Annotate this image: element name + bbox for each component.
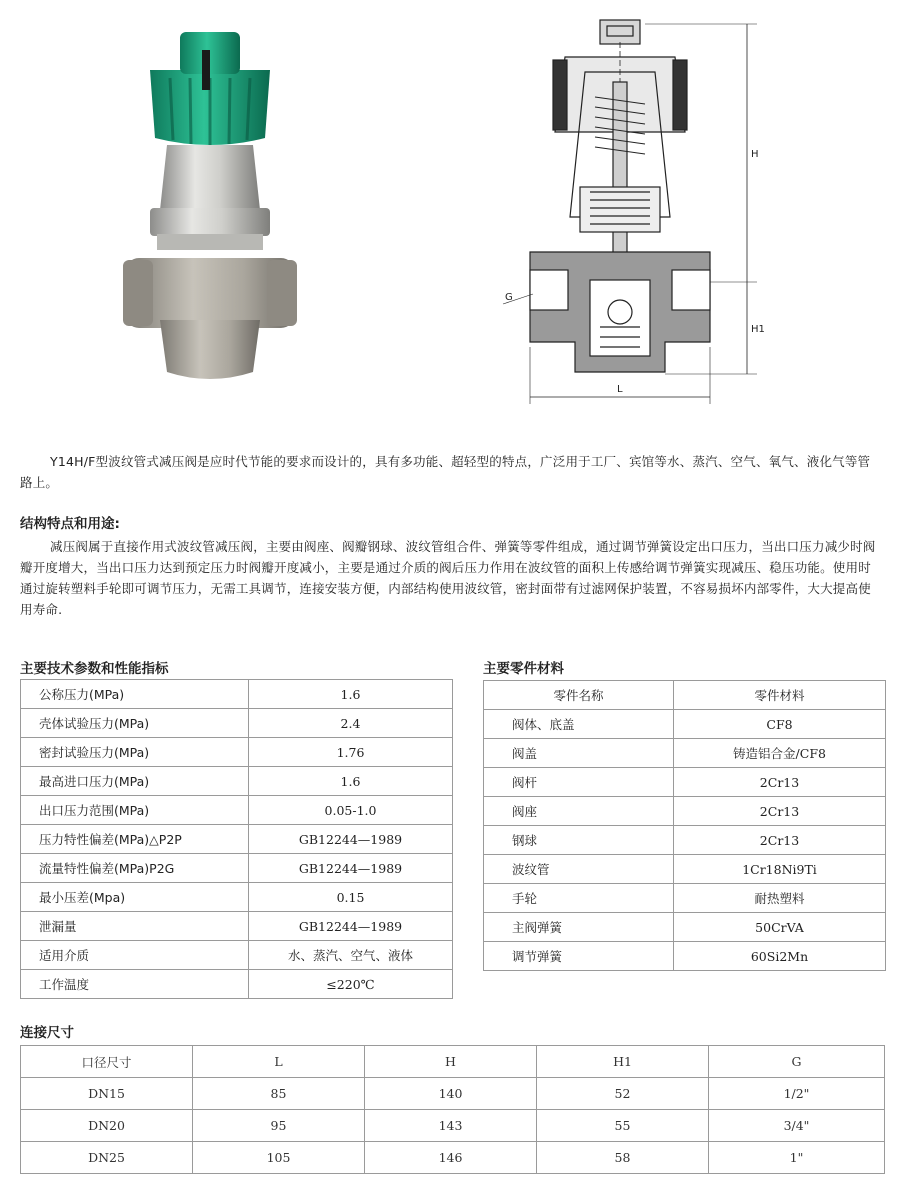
usage-title: 结构特点和用途: — [20, 516, 120, 532]
table-cell: 最高进口压力(MPa) — [21, 767, 249, 796]
params-row — [21, 796, 453, 825]
table-cell: 钢球 — [484, 826, 674, 855]
params-title: 主要技术参数和性能指标 — [20, 661, 169, 677]
table-cell: GB12244—1989 — [249, 825, 453, 854]
dims-header-row — [21, 1046, 885, 1078]
table-cell: 公称压力(MPa) — [21, 680, 249, 709]
dims-row — [21, 1142, 885, 1174]
materials-row — [484, 884, 886, 913]
params-row — [21, 825, 453, 854]
table-cell: CF8 — [674, 710, 886, 739]
params-row — [21, 970, 453, 999]
table-cell: 阀盖 — [484, 739, 674, 768]
dims-table — [20, 1045, 885, 1174]
dim-label-l: L — [617, 384, 623, 395]
table-cell: 55 — [537, 1110, 709, 1142]
table-cell: GB12244—1989 — [249, 854, 453, 883]
table-cell: 143 — [365, 1110, 537, 1142]
dim-label-h: H — [751, 149, 759, 160]
table-cell: 146 — [365, 1142, 537, 1174]
table-cell: 手轮 — [484, 884, 674, 913]
materials-header-part: 零件名称 — [484, 681, 674, 710]
table-cell: 波纹管 — [484, 855, 674, 884]
table-cell: 水、蒸汽、空气、液体 — [249, 941, 453, 970]
table-cell: ≤220℃ — [249, 970, 453, 999]
params-row — [21, 738, 453, 767]
materials-row — [484, 797, 886, 826]
materials-row — [484, 826, 886, 855]
table-cell: GB12244—1989 — [249, 912, 453, 941]
table-cell: 耐热塑料 — [674, 884, 886, 913]
dim-label-g: G — [505, 292, 513, 303]
materials-header-row — [484, 681, 886, 710]
usage-paragraph: 减压阀属于直接作用式波纹管减压阀，主要由阀座、阀瓣钢球、波纹管组合件、弹簧等零件组成，通过调节弹簧设定出口压力，当出口压力减少时阀瓣开度增大，当出口压力达到预定压力时阀瓣开度减小，主要是通过介质的阀后压力作用在波纹管的面积上传感给调节弹簧实现减压、稳压功能。使用时通过旋转塑料手轮即可调节压力，无需工具调节，连接安装方便，内部结构使用波纹管，密封面带有过滤网保护装置，不容易损坏内部零件，大大提高使用寿命. — [20, 539, 876, 617]
table-cell: 最小压差(Mpa) — [21, 883, 249, 912]
table-cell: 适用介质 — [21, 941, 249, 970]
table-cell: 52 — [537, 1078, 709, 1110]
intro-paragraph: Y14H/F型波纹管式减压阀是应时代节能的要求而设计的，具有多功能、超轻型的特点，广泛用于工厂、宾馆等水、蒸汽、空气、氧气、液化气等管路上。 — [20, 454, 871, 490]
table-cell: 阀座 — [484, 797, 674, 826]
table-cell: DN20 — [21, 1110, 193, 1142]
table-cell: 1.6 — [249, 767, 453, 796]
table-cell: 3/4" — [709, 1110, 885, 1142]
materials-header-material: 零件材料 — [674, 681, 886, 710]
materials-row — [484, 913, 886, 942]
dims-header-h1: H1 — [537, 1046, 709, 1078]
table-cell: 2Cr13 — [674, 797, 886, 826]
materials-row — [484, 768, 886, 797]
table-cell: DN25 — [21, 1142, 193, 1174]
table-cell: 50CrVA — [674, 913, 886, 942]
materials-row — [484, 739, 886, 768]
table-cell: 140 — [365, 1078, 537, 1110]
table-cell: 阀杆 — [484, 768, 674, 797]
dims-header-size: 口径尺寸 — [21, 1046, 193, 1078]
dims-header-l: L — [193, 1046, 365, 1078]
table-cell: 流量特性偏差(MPa)P2G — [21, 854, 249, 883]
table-cell: 泄漏量 — [21, 912, 249, 941]
table-cell: 出口压力范围(MPa) — [21, 796, 249, 825]
table-cell: 2Cr13 — [674, 826, 886, 855]
materials-row — [484, 942, 886, 971]
dims-row — [21, 1110, 885, 1142]
table-cell: 壳体试验压力(MPa) — [21, 709, 249, 738]
table-cell: 85 — [193, 1078, 365, 1110]
table-cell: 1Cr18Ni9Ti — [674, 855, 886, 884]
materials-row — [484, 855, 886, 884]
params-row — [21, 680, 453, 709]
table-cell: 1/2" — [709, 1078, 885, 1110]
table-cell: 1.6 — [249, 680, 453, 709]
params-row — [21, 912, 453, 941]
table-cell: 铸造铝合金/CF8 — [674, 739, 886, 768]
table-cell: 调节弹簧 — [484, 942, 674, 971]
params-table — [20, 679, 453, 999]
dims-title: 连接尺寸 — [20, 1025, 74, 1041]
table-cell: 密封试验压力(MPa) — [21, 738, 249, 767]
valve-section-diagram — [495, 12, 785, 407]
table-cell: 压力特性偏差(MPa)△P2P — [21, 825, 249, 854]
table-cell: 0.15 — [249, 883, 453, 912]
params-row — [21, 854, 453, 883]
table-cell: 工作温度 — [21, 970, 249, 999]
table-cell: 60Si2Mn — [674, 942, 886, 971]
table-cell: 阀体、底盖 — [484, 710, 674, 739]
table-cell: 2.4 — [249, 709, 453, 738]
valve-photo — [95, 20, 325, 390]
materials-table — [483, 680, 886, 971]
params-row — [21, 767, 453, 796]
dims-header-g: G — [709, 1046, 885, 1078]
params-row — [21, 709, 453, 738]
materials-title: 主要零件材料 — [483, 661, 564, 677]
table-cell: 95 — [193, 1110, 365, 1142]
table-cell: 2Cr13 — [674, 768, 886, 797]
table-cell: 0.05-1.0 — [249, 796, 453, 825]
table-cell: 58 — [537, 1142, 709, 1174]
table-cell: 1" — [709, 1142, 885, 1174]
materials-row — [484, 710, 886, 739]
dims-row — [21, 1078, 885, 1110]
dims-header-h: H — [365, 1046, 537, 1078]
table-cell: 主阀弹簧 — [484, 913, 674, 942]
params-row — [21, 941, 453, 970]
table-cell: 1.76 — [249, 738, 453, 767]
params-row — [21, 883, 453, 912]
table-cell: DN15 — [21, 1078, 193, 1110]
table-cell: 105 — [193, 1142, 365, 1174]
dim-label-h1: H1 — [751, 324, 765, 335]
